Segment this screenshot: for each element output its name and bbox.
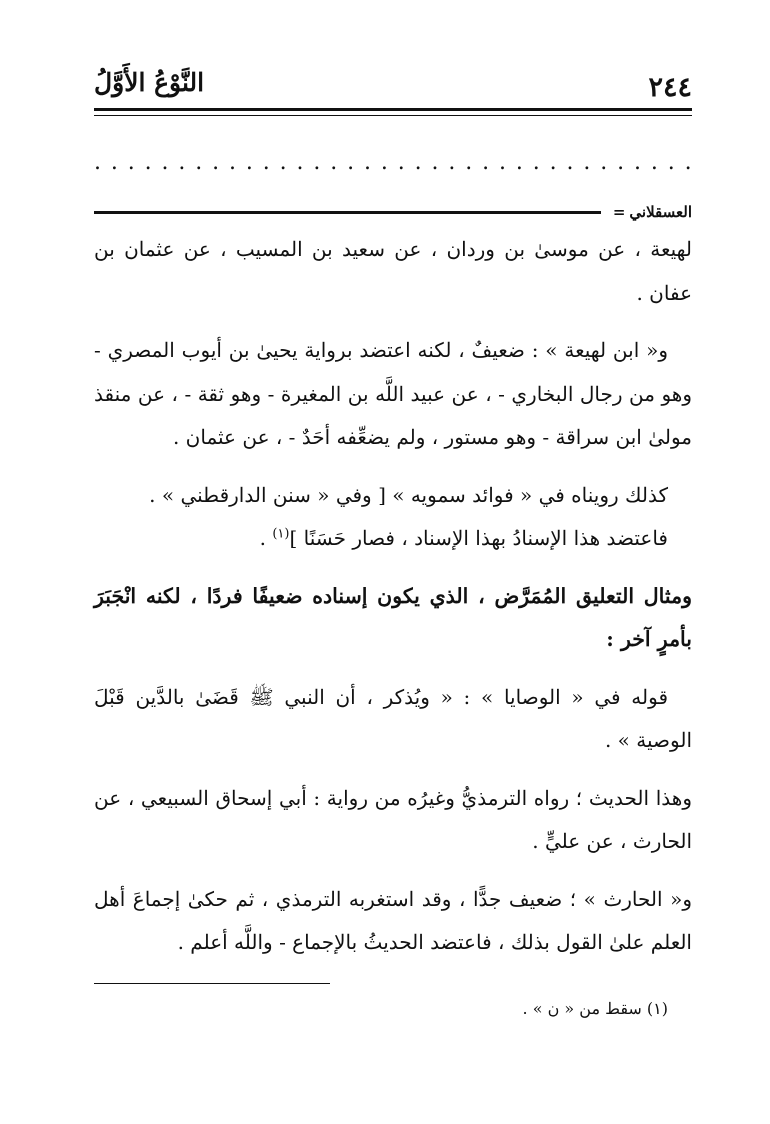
footnote-reference: (١) [272, 526, 290, 542]
commentary-rule [94, 211, 601, 214]
commentary-heading [94, 203, 692, 221]
paragraph-7: وهذا الحديث ؛ رواه الترمذيُّ وغيرُه من رواية : أبي إسحاق السبيعي ، عن الحارث ، عن عليٍّ . [94, 785, 692, 853]
main-text [94, 228, 692, 965]
page-number: ٢٤٤ [648, 72, 692, 103]
paragraph-5: ومثال التعليق المُمَرَّض ، الذي يكون إسناده ضعيفًا فردًا ، لكنه انْجَبَرَ بأمرٍ آخر : [94, 583, 692, 651]
footnote-rule [94, 983, 330, 984]
commentary-author: العسقلاني [629, 203, 692, 221]
commentary-marker: = [612, 203, 626, 221]
paragraph-4-tail: . [259, 526, 273, 550]
paragraph-4 [94, 517, 692, 561]
paragraph-8: و« الحارث » ؛ ضعيف جدًّا ، وقد استغربه الترمذي ، ثم حكىٰ إجماعَ أهل العلم علىٰ القول بذلك ، فاعتضد الحديثُ بالإجماع - واللَّه أعلم . [94, 886, 692, 954]
paragraph-2: و« ابن لهيعة » : ضعيفٌ ، لكنه اعتضد برواية يحيىٰ بن أيوب المصري - وهو من رجال البخاري - ، عن عبيد اللَّه بن المغيرة - وهو ثقة - ، عن منقذ مولىٰ ابن سراقة - وهو مستور ، ولم يضعِّفه أحَدٌ - ، عن عثمان . [94, 338, 692, 449]
ellipsis-dots: . . . . . . . . . . . . . . . . . . . . . . . . . . . . . . . . . . . . [94, 150, 692, 175]
paragraph-6: قوله في « الوصايا » : « ويُذكر ، أن النبي ﷺ قَضَىٰ بالدَّين قَبْلَ الوصية » . [94, 684, 692, 752]
running-title: النَّوْعُ الأَوَّلُ [94, 68, 205, 97]
header-rule-thin [94, 115, 692, 116]
page-header [94, 68, 692, 104]
paragraph-4-text: فاعتضد هذا الإسنادُ بهذا الإسناد ، فصار حَسَنًا ] [289, 526, 668, 550]
paragraph-3: كذلك رويناه في « فوائد سمويه » [ وفي « سنن الدارقطني » . [149, 482, 668, 507]
header-rule-thick [94, 108, 692, 111]
paragraph-1: لهيعة ، عن موسىٰ بن وردان ، عن سعيد بن المسيب ، عن عثمان بن عفان . [94, 237, 692, 305]
footnote: (١) سقط من « ن » . [522, 999, 668, 1018]
